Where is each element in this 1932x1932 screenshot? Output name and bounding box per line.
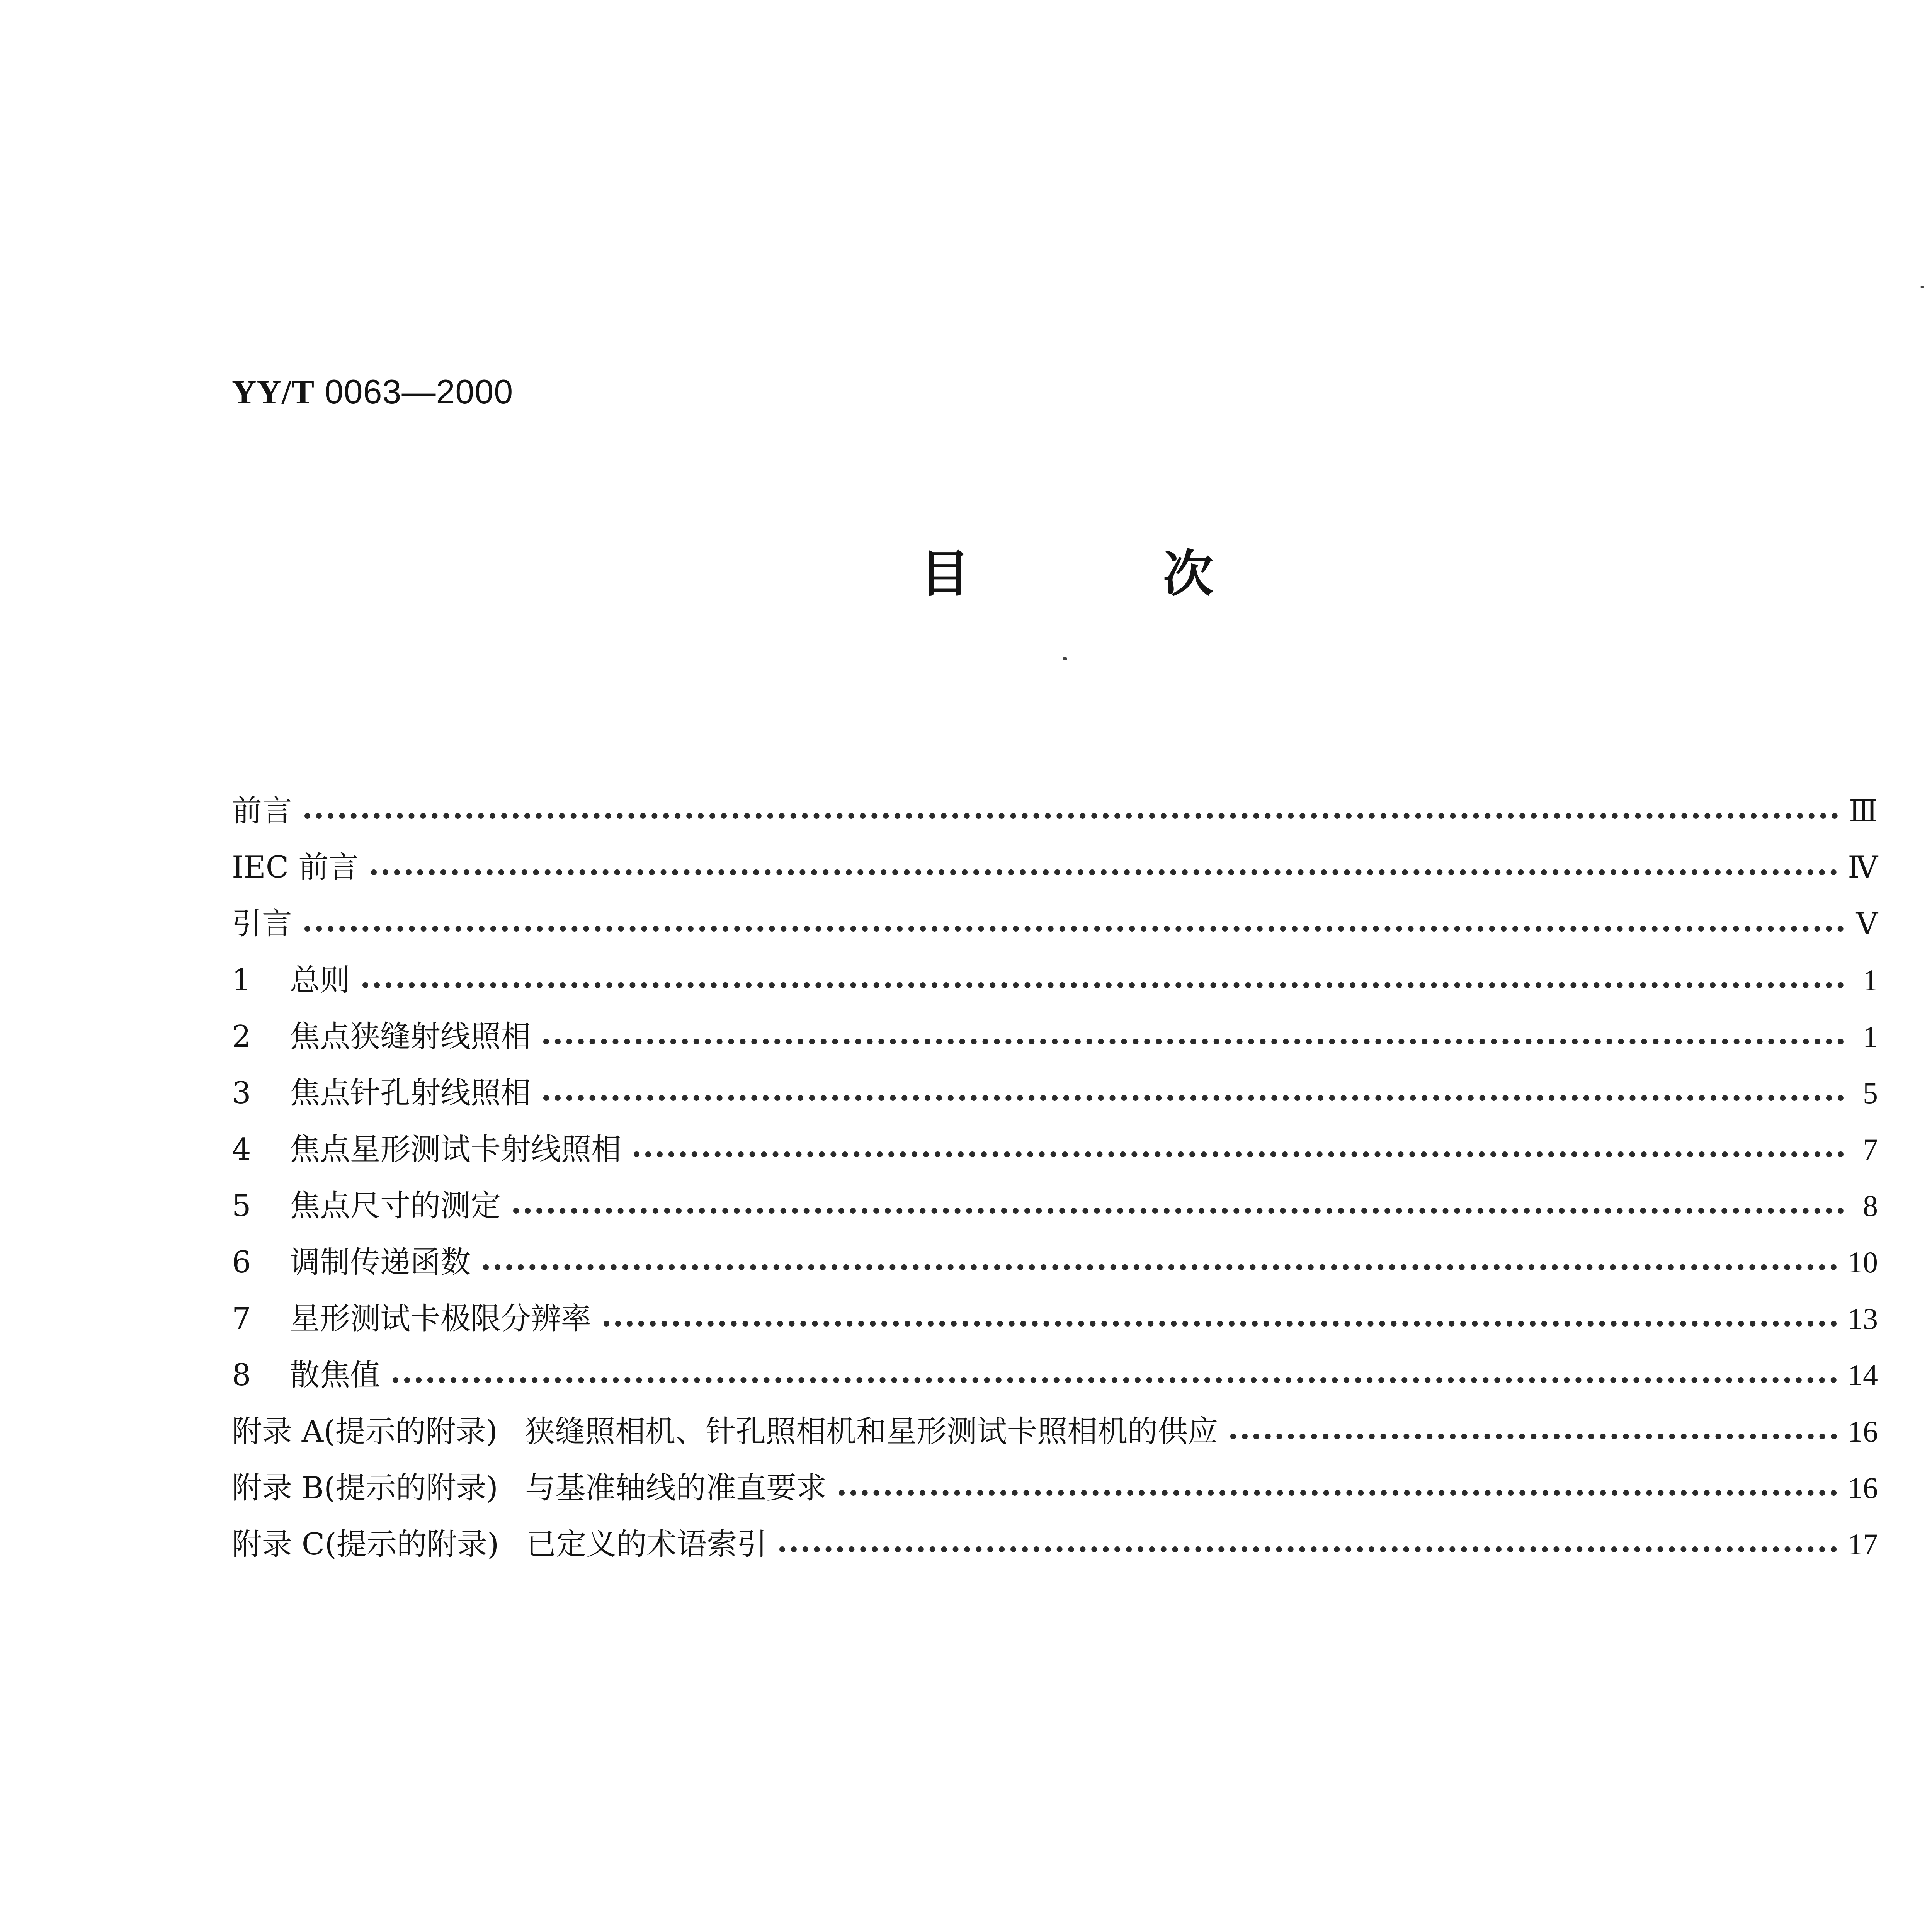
standard-code bbox=[232, 372, 514, 411]
toc-entry-page: 16 bbox=[1848, 1471, 1878, 1505]
toc-entry-number: 4 bbox=[232, 1132, 251, 1167]
toc-leader-dots bbox=[304, 813, 1838, 819]
toc-entry-appendix-c[interactable] bbox=[232, 1529, 1878, 1586]
toc-leader-dots bbox=[362, 982, 1844, 988]
toc-list bbox=[232, 796, 1878, 1586]
toc-entry-number: 1 bbox=[232, 963, 251, 998]
toc-entry-label: 总则 bbox=[290, 963, 350, 998]
toc-leader-dots bbox=[634, 1151, 1844, 1157]
toc-entry-page: 13 bbox=[1848, 1302, 1878, 1335]
toc-leader-dots bbox=[543, 1095, 1844, 1101]
toc-entry-label: 焦点狭缝射线照相 bbox=[290, 1019, 531, 1054]
toc-entry-section-8[interactable] bbox=[232, 1360, 1878, 1417]
toc-entry-label: IEC 前言 bbox=[232, 850, 359, 885]
toc-entry-label: 焦点星形测试卡射线照相 bbox=[290, 1132, 622, 1167]
toc-leader-dots bbox=[839, 1490, 1837, 1496]
toc-entry-page: 16 bbox=[1848, 1415, 1878, 1448]
toc-entry-page: 17 bbox=[1848, 1527, 1878, 1561]
toc-entry-appendix-b[interactable] bbox=[232, 1473, 1878, 1529]
toc-leader-dots bbox=[543, 1039, 1844, 1044]
toc-entry-section-1[interactable] bbox=[232, 965, 1878, 1022]
toc-entry-section-3[interactable] bbox=[232, 1078, 1878, 1134]
scan-speck bbox=[1920, 286, 1924, 288]
toc-entry-page: 8 bbox=[1863, 1189, 1878, 1223]
toc-entry-label: 焦点针孔射线照相 bbox=[290, 1076, 531, 1111]
toc-entry-label: 附录 B(提示的附录) bbox=[232, 1471, 498, 1505]
toc-entry-section-4[interactable] bbox=[232, 1134, 1878, 1191]
toc-leader-dots bbox=[483, 1264, 1837, 1270]
toc-entry-number: 6 bbox=[232, 1245, 251, 1280]
toc-entry-foreword[interactable] bbox=[232, 796, 1878, 852]
toc-entry-label: 调制传递函数 bbox=[290, 1245, 471, 1280]
toc-entry-page: 1 bbox=[1863, 1020, 1878, 1053]
toc-title-char-2: 次 bbox=[1163, 544, 1213, 603]
toc-entry-number: 5 bbox=[232, 1189, 251, 1223]
toc-entry-page: 5 bbox=[1863, 1076, 1878, 1110]
toc-leader-dots bbox=[371, 869, 1837, 875]
toc-entry-page: Ⅳ bbox=[1848, 850, 1878, 884]
toc-leader-dots bbox=[604, 1321, 1837, 1327]
standard-number: 0063—2000 bbox=[324, 372, 514, 411]
toc-entry-number: 7 bbox=[232, 1301, 251, 1336]
toc-entry-subtitle: 已定义的术语索引 bbox=[526, 1527, 767, 1562]
toc-entry-number: 8 bbox=[232, 1358, 251, 1393]
toc-leader-dots bbox=[779, 1546, 1837, 1552]
toc-entry-label: 散焦值 bbox=[290, 1358, 381, 1393]
toc-entry-number: 2 bbox=[232, 1019, 251, 1054]
toc-title-char-1: 目 bbox=[920, 544, 970, 603]
toc-entry-label: 前言 bbox=[232, 794, 293, 828]
toc-entry-page: 1 bbox=[1863, 963, 1878, 997]
toc-entry-page: 7 bbox=[1863, 1133, 1878, 1166]
toc-leader-dots bbox=[304, 926, 1844, 932]
toc-entry-section-5[interactable] bbox=[232, 1191, 1878, 1247]
standard-prefix: YY/T bbox=[232, 374, 315, 411]
toc-entry-subtitle: 狭缝照相机、针孔照相机和星形测试卡照相机的供应 bbox=[525, 1414, 1218, 1449]
toc-entry-label: 引言 bbox=[232, 906, 293, 941]
toc-entry-appendix-a[interactable] bbox=[232, 1414, 1878, 1473]
toc-entry-subtitle: 与基准轴线的准直要求 bbox=[525, 1471, 827, 1505]
toc-leader-dots bbox=[513, 1208, 1844, 1214]
toc-entry-section-2[interactable] bbox=[232, 1019, 1878, 1078]
toc-entry-label: 附录 C(提示的附录) bbox=[232, 1527, 499, 1562]
toc-leader-dots bbox=[393, 1377, 1837, 1383]
toc-entry-page: 10 bbox=[1848, 1245, 1878, 1279]
toc-entry-label: 附录 A(提示的附录) bbox=[232, 1414, 498, 1449]
toc-leader-dots bbox=[1230, 1434, 1837, 1439]
toc-entry-page: Ⅲ bbox=[1849, 794, 1878, 828]
toc-entry-page: 14 bbox=[1848, 1358, 1878, 1392]
toc-entry-iec-foreword[interactable] bbox=[232, 852, 1878, 909]
toc-title bbox=[920, 544, 1213, 603]
toc-entry-label: 焦点尺寸的测定 bbox=[290, 1189, 501, 1223]
toc-entry-introduction[interactable] bbox=[232, 906, 1878, 965]
toc-entry-number: 3 bbox=[232, 1076, 251, 1111]
scan-speck bbox=[1063, 657, 1067, 660]
toc-entry-label: 星形测试卡极限分辨率 bbox=[290, 1301, 592, 1336]
toc-entry-section-7[interactable] bbox=[232, 1301, 1878, 1360]
toc-entry-page: Ⅴ bbox=[1856, 907, 1878, 940]
toc-entry-section-6[interactable] bbox=[232, 1247, 1878, 1304]
